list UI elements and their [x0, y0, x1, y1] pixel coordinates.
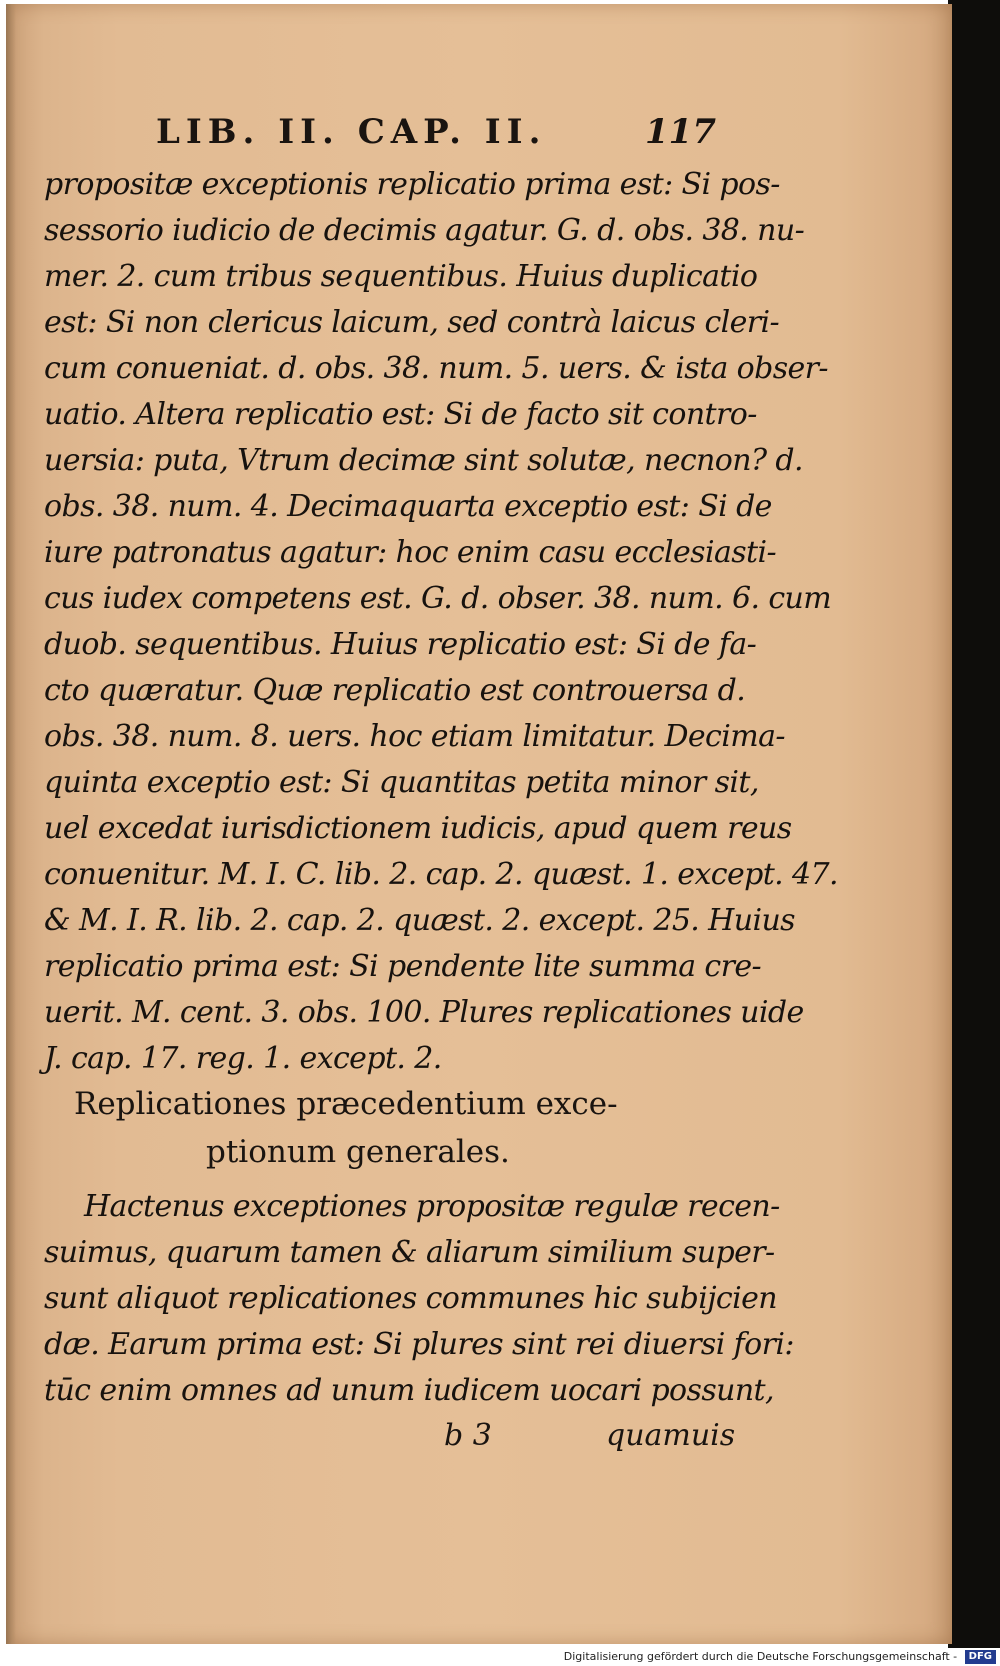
text-line: J. cap. 17. reg. 1. except. 2.	[44, 1041, 442, 1076]
text-line: mer. 2. cum tribus sequentibus. Huius duplicatio	[44, 259, 758, 294]
text-line: Hactenus exceptiones propositæ regulæ recen-	[84, 1189, 780, 1224]
running-head: LIB. II. CAP. II.	[156, 112, 547, 152]
text-line: uel excedat iurisdictionem iudicis, apud quem reus	[44, 811, 792, 846]
text-line: obs. 38. num. 4. Decimaquarta exceptio est: Si de	[44, 489, 772, 524]
text-line: replicatio prima est: Si pendente lite summa cre-	[44, 949, 762, 984]
digitization-notice	[564, 1648, 996, 1666]
text-line: est: Si non clericus laicum, sed contrà laicus cleri-	[44, 305, 780, 340]
section-heading-line-1: Replicationes præcedentium exce-	[74, 1086, 618, 1122]
text-line: duob. sequentibus. Huius replicatio est: Si de fa-	[44, 627, 757, 662]
book-page	[6, 4, 952, 1644]
text-line: suimus, quarum tamen & aliarum similium super-	[44, 1235, 775, 1270]
scanner-background	[948, 0, 1000, 1648]
catchword: quamuis	[606, 1418, 736, 1453]
section-heading-line-2: ptionum generales.	[206, 1134, 510, 1170]
page-header	[156, 112, 716, 162]
page-binding-edge	[6, 4, 16, 1644]
text-line: iure patronatus agatur: hoc enim casu ecclesiasti-	[44, 535, 777, 570]
digitization-notice-text: Digitalisierung gefördert durch die Deutsche Forschungsgemeinschaft -	[563, 1650, 958, 1663]
text-line: tūc enim omnes ad unum iudicem uocari possunt,	[44, 1373, 774, 1408]
text-line: cus iudex competens est. G. d. obser. 38. num. 6. cum	[44, 581, 832, 616]
text-line: uatio. Altera replicatio est: Si de facto sit contro-	[44, 397, 757, 432]
text-line: dæ. Earum prima est: Si plures sint rei diuersi fori:	[44, 1327, 794, 1362]
text-line: cum conueniat. d. obs. 38. num. 5. uers. & ista obser-	[44, 351, 828, 386]
signature-mark: b 3	[444, 1418, 492, 1453]
text-line: cto quæratur. Quæ replicatio est controuersa d.	[44, 673, 746, 708]
text-line: sunt aliquot replicationes communes hic subijcien	[44, 1281, 778, 1316]
text-line: uersia: puta, Vtrum decimæ sint solutæ, necnon? d.	[44, 443, 803, 478]
text-line: sessorio iudicio de decimis agatur. G. d. obs. 38. nu-	[44, 213, 805, 248]
text-line: propositæ exceptionis replicatio prima est: Si pos-	[44, 167, 780, 202]
text-line: quinta exceptio est: Si quantitas petita minor sit,	[44, 765, 759, 800]
dfg-logo: DFG	[965, 1650, 996, 1664]
text-line: & M. I. R. lib. 2. cap. 2. quæst. 2. except. 25. Huius	[44, 903, 795, 938]
text-line: conuenitur. M. I. C. lib. 2. cap. 2. quæst. 1. except. 47.	[44, 857, 838, 892]
text-line: uerit. M. cent. 3. obs. 100. Plures replicationes uide	[44, 995, 804, 1030]
text-line: obs. 38. num. 8. uers. hoc etiam limitatur. Decima-	[44, 719, 785, 754]
page-number: 117	[645, 112, 716, 152]
